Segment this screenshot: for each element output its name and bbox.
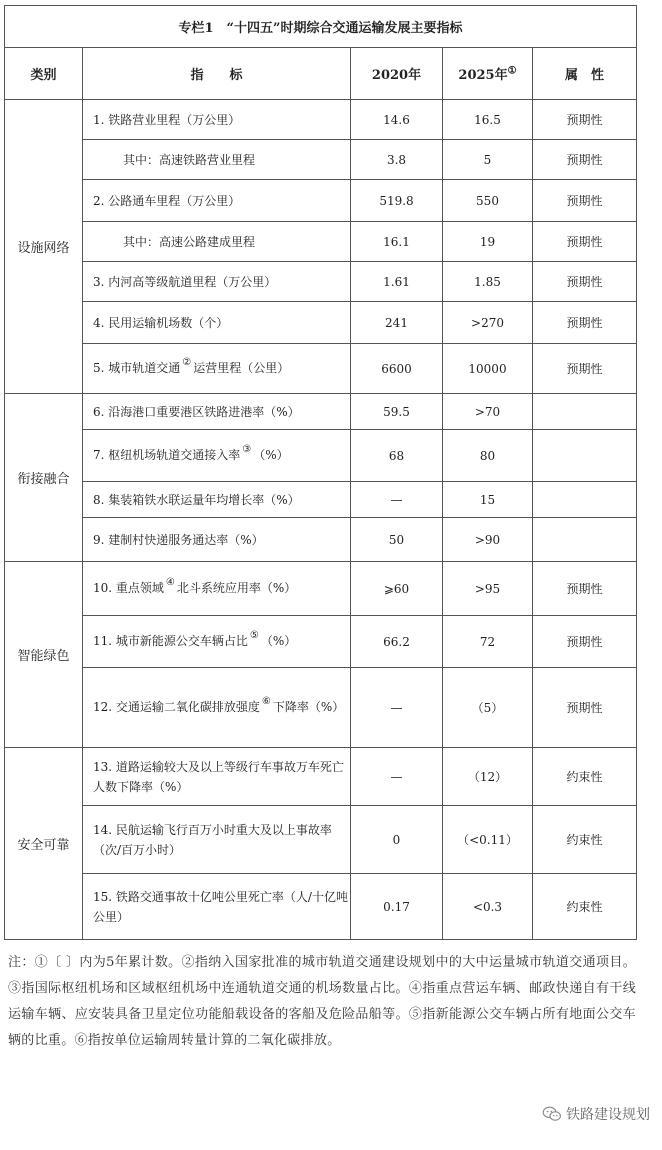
indicator-cell bbox=[83, 562, 351, 616]
value-2020-cell: 6600 bbox=[351, 344, 443, 394]
indicator-text: 8. 集装箱铁水联运量年均增长率（%） bbox=[93, 492, 300, 507]
indicator-text: 2. 公路通车里程（万公里） bbox=[93, 193, 241, 208]
indicator-text: 其中：高速铁路营业里程 bbox=[123, 152, 256, 167]
indicator-text-tail: 下降率（%） bbox=[272, 699, 345, 714]
attribute-cell: 预期性 bbox=[533, 616, 637, 668]
value-2025-cell: >95 bbox=[443, 562, 533, 616]
indicator-text-tail: （%） bbox=[260, 633, 297, 648]
indicator-text: 15. 铁路交通事故十亿吨公里死亡率（人/十亿吨公里） bbox=[93, 889, 348, 924]
table-row bbox=[5, 302, 637, 344]
header-2025 bbox=[443, 48, 533, 100]
indicator-text: 其中：高速公路建成里程 bbox=[123, 234, 256, 249]
attribute-cell: 预期性 bbox=[533, 222, 637, 262]
value-2020-cell: 3.8 bbox=[351, 140, 443, 180]
indicator-cell bbox=[83, 302, 351, 344]
indicator-cell bbox=[83, 262, 351, 302]
indicator-note-mark: ⑥ bbox=[261, 695, 271, 707]
table-row bbox=[5, 262, 637, 302]
table-row bbox=[5, 518, 637, 562]
attribute-cell bbox=[533, 518, 637, 562]
watermark-text: 铁路建设规划 bbox=[566, 1107, 650, 1123]
indicator-cell bbox=[83, 806, 351, 874]
attribute-cell bbox=[533, 394, 637, 430]
table-row bbox=[5, 668, 637, 748]
indicator-note-mark: ⑤ bbox=[249, 629, 259, 641]
value-2025-cell: 16.5 bbox=[443, 100, 533, 140]
attribute-cell: 预期性 bbox=[533, 344, 637, 394]
value-2020-cell: — bbox=[351, 482, 443, 518]
value-2020-cell: ⩾60 bbox=[351, 562, 443, 616]
indicator-text: 13. 道路运输较大及以上等级行车事故万车死亡人数下降率（%） bbox=[93, 759, 344, 794]
attribute-cell: 预期性 bbox=[533, 140, 637, 180]
attribute-cell bbox=[533, 482, 637, 518]
indicator-text: 4. 民用运输机场数（个） bbox=[93, 315, 229, 330]
indicator-text: 1. 铁路营业里程（万公里） bbox=[93, 112, 241, 127]
indicator-cell bbox=[83, 518, 351, 562]
value-2025-cell: 1.85 bbox=[443, 262, 533, 302]
attribute-cell: 预期性 bbox=[533, 668, 637, 748]
attribute-cell: 预期性 bbox=[533, 562, 637, 616]
header-attribute: 属 性 bbox=[533, 48, 637, 100]
value-2020-cell: — bbox=[351, 668, 443, 748]
attribute-cell: 约束性 bbox=[533, 748, 637, 806]
table-row bbox=[5, 140, 637, 180]
indicator-cell bbox=[83, 180, 351, 222]
indicator-text: 14. 民航运输飞行百万小时重大及以上事故率（次/百万小时） bbox=[93, 822, 332, 857]
value-2020-cell: 14.6 bbox=[351, 100, 443, 140]
indicator-cell bbox=[83, 100, 351, 140]
value-2025-cell: >70 bbox=[443, 394, 533, 430]
value-2025-cell: 10000 bbox=[443, 344, 533, 394]
indicator-cell bbox=[83, 430, 351, 482]
attribute-cell: 约束性 bbox=[533, 874, 637, 940]
indicator-text-tail: 运营里程（公里） bbox=[193, 360, 290, 375]
indicator-cell bbox=[83, 616, 351, 668]
watermark bbox=[542, 1104, 650, 1124]
indicator-cell bbox=[83, 482, 351, 518]
table-row bbox=[5, 482, 637, 518]
indicator-note-mark: ④ bbox=[165, 576, 175, 588]
value-2020-cell: 0.17 bbox=[351, 874, 443, 940]
value-2020-cell: 59.5 bbox=[351, 394, 443, 430]
indicator-text: 5. 城市轨道交通 bbox=[93, 360, 181, 375]
indicator-text: 11. 城市新能源公交车辆占比 bbox=[93, 633, 248, 648]
value-2025-cell: 72 bbox=[443, 616, 533, 668]
table-row bbox=[5, 100, 637, 140]
indicator-cell bbox=[83, 748, 351, 806]
table-row bbox=[5, 222, 637, 262]
value-2025-cell: 19 bbox=[443, 222, 533, 262]
value-2025-cell: 550 bbox=[443, 180, 533, 222]
value-2020-cell: 1.61 bbox=[351, 262, 443, 302]
wechat-icon bbox=[542, 1106, 562, 1122]
indicator-cell bbox=[83, 140, 351, 180]
table-row bbox=[5, 748, 637, 806]
indicator-cell bbox=[83, 222, 351, 262]
indicator-table bbox=[4, 5, 637, 940]
value-2025-cell: 5 bbox=[443, 140, 533, 180]
value-2020-cell: 16.1 bbox=[351, 222, 443, 262]
attribute-cell: 约束性 bbox=[533, 806, 637, 874]
indicator-cell bbox=[83, 394, 351, 430]
footnote: 注：①〔 〕内为5年累计数。②指纳入国家批准的城市轨道交通建设规划中的大中运量城市轨道交通项目。③指国际枢纽机场和区域枢纽机场中连通轨道交通的机场数量占比。④指重点营运车辆、邮政快递自有干线运输车辆、应安装具备卫星定位功能船载设备的客船及危险品船等。⑤指新能源公交车辆占所有地面公交车辆的比重。⑥指按单位运输周转量计算的二氧化碳排放。 bbox=[8, 955, 636, 1048]
indicator-cell bbox=[83, 668, 351, 748]
attribute-cell: 预期性 bbox=[533, 302, 637, 344]
value-2025-cell: 15 bbox=[443, 482, 533, 518]
header-category: 类别 bbox=[5, 48, 83, 100]
header-2025-note: ① bbox=[507, 65, 517, 77]
document bbox=[4, 5, 636, 1054]
value-2020-cell: 50 bbox=[351, 518, 443, 562]
table-row bbox=[5, 430, 637, 482]
indicator-text: 9. 建制村快递服务通达率（%） bbox=[93, 532, 264, 547]
attribute-cell: 预期性 bbox=[533, 180, 637, 222]
indicator-text: 12. 交通运输二氧化碳排放强度 bbox=[93, 699, 260, 714]
table-row bbox=[5, 180, 637, 222]
table-body bbox=[5, 100, 637, 940]
category-cell: 安全可靠 bbox=[5, 748, 83, 940]
category-cell: 衔接融合 bbox=[5, 394, 83, 562]
indicator-note-mark: ② bbox=[182, 356, 192, 368]
value-2025-cell: （12） bbox=[443, 748, 533, 806]
header-2020: 2020年 bbox=[351, 48, 443, 100]
indicator-text: 6. 沿海港口重要港区铁路进港率（%） bbox=[93, 404, 300, 419]
value-2020-cell: 241 bbox=[351, 302, 443, 344]
indicator-text: 10. 重点领域 bbox=[93, 580, 164, 595]
value-2025-cell: 80 bbox=[443, 430, 533, 482]
header-indicator: 指 标 bbox=[83, 48, 351, 100]
value-2025-cell: （<0.11） bbox=[443, 806, 533, 874]
table-row bbox=[5, 806, 637, 874]
table-title: 专栏1 “十四五”时期综合交通运输发展主要指标 bbox=[5, 6, 637, 48]
indicator-text: 7. 枢纽机场轨道交通接入率 bbox=[93, 447, 241, 462]
value-2020-cell: 0 bbox=[351, 806, 443, 874]
attribute-cell: 预期性 bbox=[533, 100, 637, 140]
attribute-cell bbox=[533, 430, 637, 482]
indicator-cell bbox=[83, 344, 351, 394]
table-row bbox=[5, 616, 637, 668]
value-2025-cell: >90 bbox=[443, 518, 533, 562]
value-2025-cell: （5） bbox=[443, 668, 533, 748]
value-2020-cell: 68 bbox=[351, 430, 443, 482]
value-2020-cell: 519.8 bbox=[351, 180, 443, 222]
indicator-text-tail: 北斗系统应用率（%） bbox=[176, 580, 297, 595]
category-cell: 设施网络 bbox=[5, 100, 83, 394]
value-2020-cell: — bbox=[351, 748, 443, 806]
indicator-note-mark: ③ bbox=[242, 443, 252, 455]
category-cell: 智能绿色 bbox=[5, 562, 83, 748]
table-row bbox=[5, 344, 637, 394]
indicator-text-tail: （%） bbox=[253, 447, 289, 462]
value-2020-cell: 66.2 bbox=[351, 616, 443, 668]
header-2025-label: 2025年 bbox=[458, 68, 508, 83]
table-row bbox=[5, 874, 637, 940]
indicator-text: 3. 内河高等级航道里程（万公里） bbox=[93, 274, 277, 289]
table-row bbox=[5, 394, 637, 430]
indicator-cell bbox=[83, 874, 351, 940]
value-2025-cell: >270 bbox=[443, 302, 533, 344]
value-2025-cell: <0.3 bbox=[443, 874, 533, 940]
attribute-cell: 预期性 bbox=[533, 262, 637, 302]
table-row bbox=[5, 562, 637, 616]
